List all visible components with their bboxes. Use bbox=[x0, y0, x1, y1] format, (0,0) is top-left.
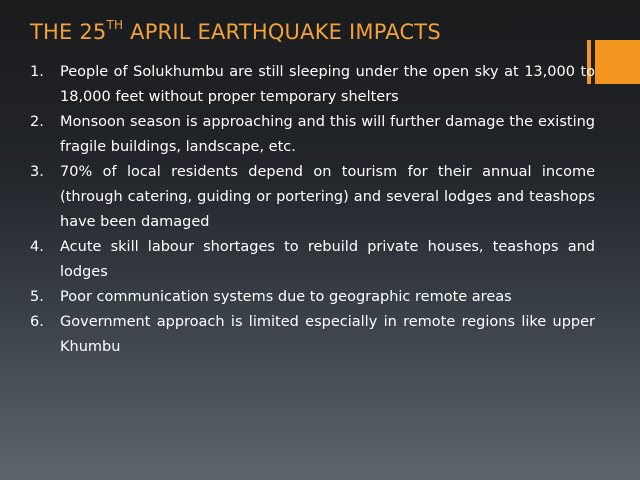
slide-title bbox=[30, 20, 441, 44]
list-item-number: 1. bbox=[30, 64, 44, 80]
list-item-text: Government approach is limited especially in remote regions like upper Khumbu bbox=[60, 314, 595, 355]
list-item-number: 4. bbox=[30, 239, 44, 255]
title-suffix: APRIL EARTHQUAKE IMPACTS bbox=[123, 20, 441, 44]
list-item bbox=[30, 110, 595, 160]
list-item-number: 2. bbox=[30, 114, 44, 130]
list-item-text: Poor communication systems due to geographic remote areas bbox=[60, 289, 512, 305]
list-item bbox=[30, 60, 595, 110]
list-item-text: 70% of local residents depend on tourism for their annual income (through catering, guiding or portering) and several lodges and teashops have been damaged bbox=[60, 164, 595, 230]
list-item bbox=[30, 235, 595, 285]
list-item-text: Monsoon season is approaching and this will further damage the existing fragile buildings, landscape, etc. bbox=[60, 114, 595, 155]
list-item-text: People of Solukhumbu are still sleeping under the open sky at 13,000 to 18,000 feet without proper temporary shelters bbox=[60, 64, 595, 105]
accent-bar-thick bbox=[595, 40, 640, 84]
title-prefix: THE 25 bbox=[30, 20, 107, 44]
impact-list bbox=[30, 60, 595, 360]
title-superscript: TH bbox=[106, 18, 124, 32]
list-item-number: 3. bbox=[30, 164, 44, 180]
list-item bbox=[30, 310, 595, 360]
list-item-number: 6. bbox=[30, 314, 44, 330]
list-item-text: Acute skill labour shortages to rebuild private houses, teashops and lodges bbox=[60, 239, 595, 280]
list-item-number: 5. bbox=[30, 289, 44, 305]
list-item bbox=[30, 285, 595, 310]
list-item bbox=[30, 160, 595, 235]
